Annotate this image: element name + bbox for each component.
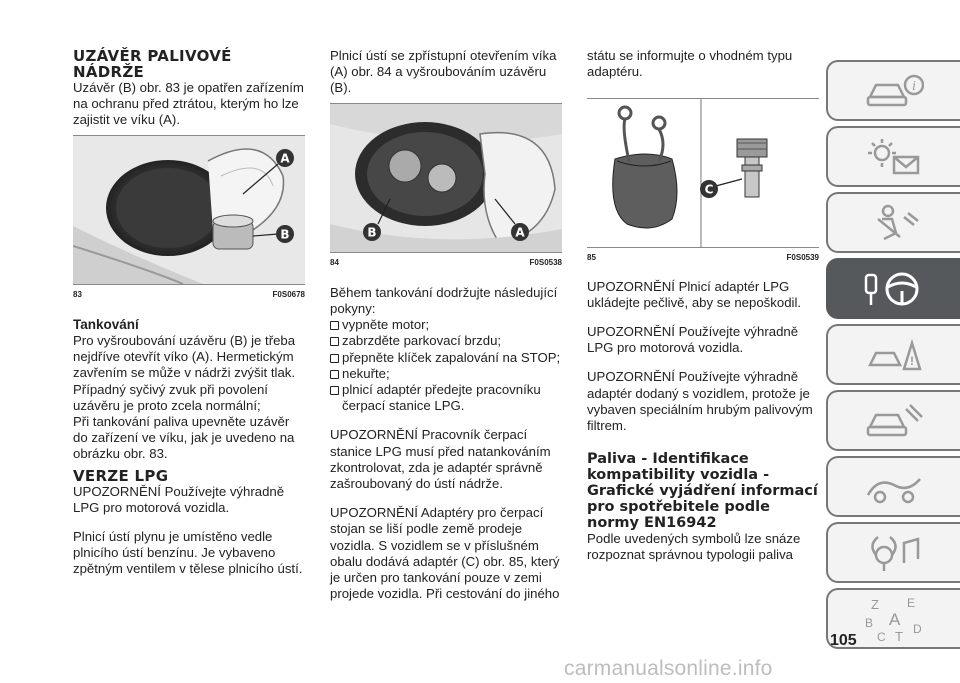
- watermark: carmanualsonline.info: [564, 657, 773, 680]
- refueling-instructions-list: [330, 317, 562, 414]
- column-2: [330, 48, 562, 602]
- lpg-warning: UPOZORNĚNÍ Používejte výhradně LPG pro motorová vozidla.: [73, 483, 285, 515]
- tab-starting-driving[interactable]: [826, 258, 960, 319]
- list-item: zabrzděte parkovací brzdu;: [330, 333, 562, 349]
- tab-technical-data[interactable]: [826, 456, 960, 517]
- supplied-adapter-warning: UPOZORNĚNÍ Používejte výhradně adaptér dodaný s vozidlem, protože je vybaven speciálním hrubým palivovým filtrem.: [587, 369, 813, 434]
- index-icon: [859, 595, 929, 643]
- intro-paragraph: Uzávěr (B) obr. 83 je opatřen zařízením na ochranu před ztrátou, kterým ho lze zajistit ve víku (A).: [73, 80, 304, 128]
- adapter-warning: UPOZORNĚNÍ Adaptéry pro čerpací stojan se liší podle země prodeje vozidla. S vozidlem se v příslušném obalu dodává adaptér (C) obr. 85, který je určen pro tankování pouze v zemi projede vozidla. Při cestování do jiného: [330, 505, 560, 602]
- attendant-warning: UPOZORNĚNÍ Pracovník čerpací stanice LPG musí před natankováním zkontrolovat, zda je adaptér správně zašroubovaný do ústí nádrže.: [330, 427, 551, 492]
- figure-83-code: F0S0678: [272, 289, 305, 299]
- list-item: vypněte motor;: [330, 317, 562, 333]
- tab-emergency[interactable]: [826, 324, 960, 385]
- figure-85-label-c: C: [704, 182, 714, 197]
- figure-84-number: 84: [330, 257, 339, 267]
- figure-84-label-a: A: [515, 225, 525, 240]
- maintenance-icon: [864, 401, 924, 441]
- column-3: [587, 48, 819, 564]
- figure-83: [73, 135, 305, 285]
- figure-84: [330, 103, 562, 253]
- column-1: [73, 48, 305, 578]
- adapter-storage-warning: UPOZORNĚNÍ Plnicí adaptér LPG ukládejte pečlivě, aby se nepoškodil.: [587, 278, 802, 310]
- index-letter: E: [907, 595, 916, 610]
- tab-multimedia[interactable]: [826, 522, 960, 583]
- tab-warning-lights[interactable]: [826, 126, 960, 187]
- warning-lights-icon: [864, 137, 924, 177]
- figure-83-number: 83: [73, 289, 82, 299]
- index-letter: D: [913, 621, 922, 636]
- list-item: přepněte klíček zapalování na STOP;: [330, 350, 562, 366]
- figure-83-label-b: B: [280, 227, 290, 242]
- seat-safety-icon: [864, 203, 924, 243]
- list-item: plnicí adaptér předejte pracovníku čerpací stanice LPG.: [330, 382, 562, 414]
- chapter-tabs: [826, 60, 960, 654]
- tab-car-info[interactable]: [826, 60, 960, 121]
- lpg-only-warning: UPOZORNĚNÍ Používejte výhradně LPG pro motorová vozidla.: [587, 324, 799, 356]
- figure-84-code: F0S0538: [529, 257, 562, 267]
- section-heading-lpg: VERZE LPG: [73, 466, 169, 485]
- figure-84-label-b: B: [367, 225, 377, 240]
- svg-text:i: i: [912, 78, 916, 93]
- figure-85-number: 85: [587, 253, 596, 263]
- technical-data-icon: [864, 467, 924, 507]
- section-heading-fuel-cap: UZÁVĚR PALIVOVÉ NÁDRŽE: [73, 47, 232, 81]
- steering-key-icon: [864, 269, 924, 309]
- refueling-paragraph-1: Pro vyšroubování uzávěru (B) je třeba nejdříve otevřít víko (A). Hermetickým zavřením se může v nádrži zvýšit tlak. Případný syčivý zvuk při povolení uzávěru je proto zcela normální;: [73, 333, 296, 413]
- car-info-icon: [864, 71, 924, 111]
- refueling-paragraph-2: Při tankování paliva upevněte uzávěr do zařízení ve víku, jak je uvedeno na obrázku obr. 83.: [73, 414, 295, 462]
- subheading-refueling: Tankování: [73, 316, 139, 332]
- list-item: nekuřte;: [330, 366, 562, 382]
- figure-85-caption: [587, 250, 819, 266]
- lpg-inlet-paragraph: Plnicí ústí plynu je umístěno vedle plnicího ústí benzínu. Je vybaveno zpětným ventilem v tělese plnicího ústí.: [73, 529, 303, 577]
- index-letter: B: [865, 615, 874, 630]
- lpg-inlet-illustration: [330, 104, 562, 252]
- fuel-identification-paragraph: Podle uvedených symbolů lze snáze rozpoznat správnou typologii paliva: [587, 531, 801, 563]
- figure-83-label-a: A: [280, 151, 290, 166]
- section-heading-fuel-identification: Paliva - Identifikace kompatibility vozidla - Grafické vyjádření informací pro spotřebitele podle normy EN16942: [587, 451, 818, 532]
- multimedia-icon: [864, 533, 924, 573]
- emergency-icon: [864, 335, 924, 375]
- adapter-continued: státu se informujte o vhodném typu adaptéru.: [587, 48, 793, 80]
- index-letter: A: [889, 609, 901, 629]
- refueling-instructions-intro: Během tankování dodržujte následující pokyny:: [330, 284, 558, 317]
- figure-85-code: F0S0539: [786, 253, 819, 263]
- tab-safety[interactable]: [826, 192, 960, 253]
- figure-85: [587, 98, 819, 248]
- fuel-cap-illustration: [73, 136, 305, 284]
- index-letter: T: [895, 628, 903, 643]
- figure-83-caption: [73, 287, 305, 303]
- inlet-access-paragraph: Plnicí ústí se zpřístupní otevřením víka (A) obr. 84 a vyšroubováním uzávěru (B).: [330, 48, 557, 96]
- index-letter: C: [877, 629, 886, 643]
- index-letter: Z: [871, 596, 879, 612]
- figure-84-caption: [330, 255, 562, 271]
- tab-maintenance[interactable]: [826, 390, 960, 451]
- page-number: 105: [830, 632, 857, 649]
- adapter-illustration: [587, 99, 819, 247]
- svg-text:!: !: [910, 353, 914, 368]
